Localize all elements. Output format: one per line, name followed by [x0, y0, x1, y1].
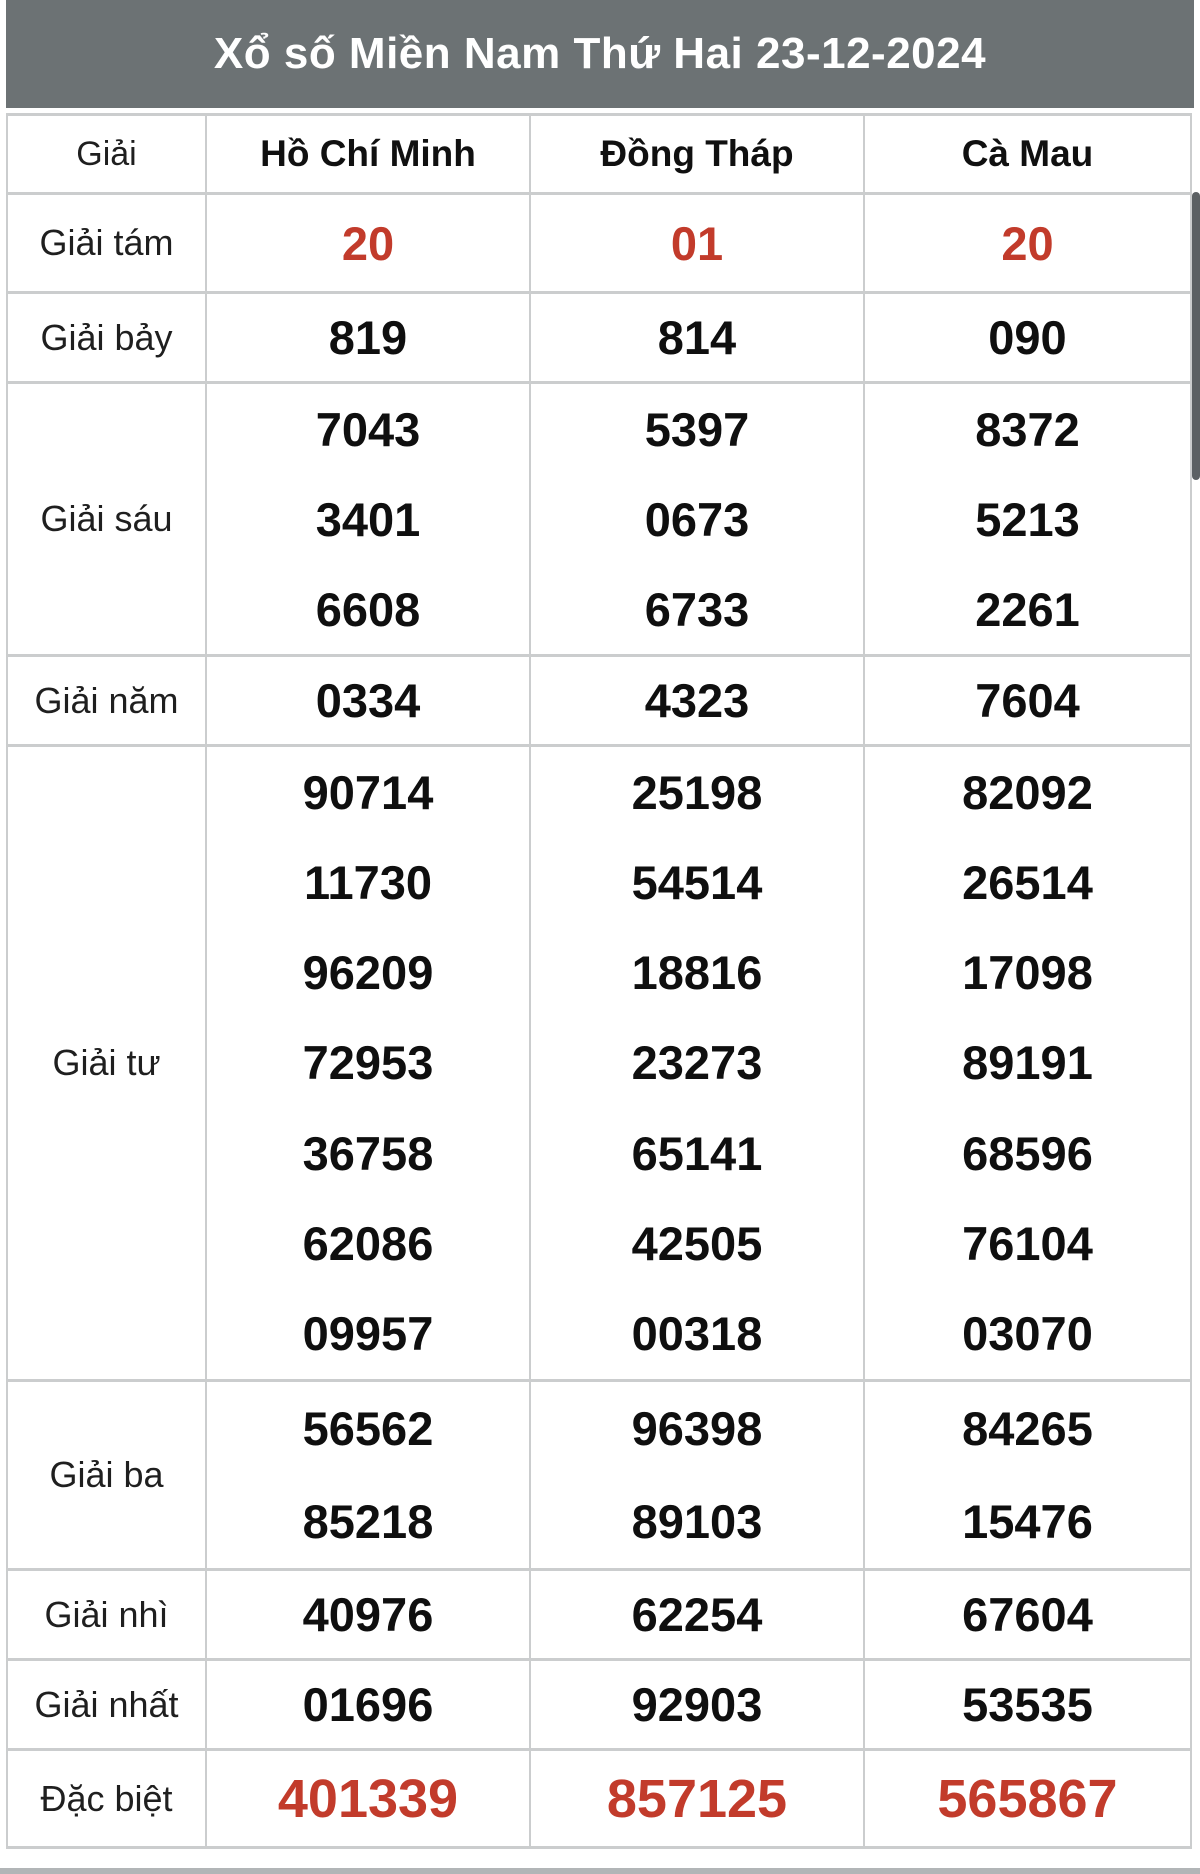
- prize-numbers-cell: [206, 194, 530, 293]
- prize-row: [7, 1381, 1191, 1570]
- prize-numbers-cell: [530, 1570, 864, 1660]
- prize-numbers-cell: [206, 656, 530, 746]
- numbers-stack: [207, 216, 529, 270]
- numbers-stack: [865, 1588, 1190, 1641]
- prize-number: 40976: [302, 1588, 434, 1641]
- prize-number: 26514: [962, 855, 1093, 909]
- prize-number: 96209: [302, 946, 434, 1000]
- prize-numbers-cell: [864, 746, 1191, 1381]
- bottom-divider: [0, 1868, 1200, 1874]
- column-header-prize: Giải: [7, 115, 206, 194]
- prize-number: 67604: [962, 1588, 1093, 1641]
- prize-label: Giải tám: [7, 194, 206, 293]
- prize-number: 814: [657, 311, 737, 364]
- numbers-stack: [207, 384, 529, 654]
- prize-label: Giải năm: [7, 656, 206, 746]
- prize-numbers-cell: [206, 383, 530, 656]
- prize-number: 84265: [962, 1402, 1093, 1455]
- prize-numbers-cell: [530, 383, 864, 656]
- prize-number: 01: [670, 216, 724, 270]
- column-header-dong-thap: Đồng Tháp: [530, 115, 864, 194]
- prize-numbers-cell: [864, 1660, 1191, 1750]
- numbers-stack: [207, 311, 529, 364]
- prize-numbers-cell: [864, 383, 1191, 656]
- prize-numbers-cell: [206, 746, 530, 1381]
- prize-number: 89103: [631, 1495, 763, 1548]
- prize-label: Giải tư: [7, 746, 206, 1381]
- prize-number: 90714: [302, 765, 434, 819]
- prize-numbers-cell: [530, 194, 864, 293]
- numbers-stack: [531, 747, 863, 1379]
- prize-numbers-cell: [530, 746, 864, 1381]
- prize-numbers-cell: [206, 1750, 530, 1848]
- prize-number: 2261: [975, 582, 1080, 636]
- prize-row: [7, 293, 1191, 383]
- numbers-stack: [865, 216, 1190, 270]
- prize-number: 01696: [302, 1678, 434, 1731]
- numbers-stack: [207, 1768, 529, 1829]
- numbers-stack: [865, 311, 1190, 364]
- prize-numbers-cell: [864, 293, 1191, 383]
- numbers-stack: [531, 1768, 863, 1829]
- numbers-stack: [865, 384, 1190, 654]
- prize-number: 8372: [975, 402, 1080, 456]
- prize-label: Giải ba: [7, 1381, 206, 1570]
- prize-label: Giải bảy: [7, 293, 206, 383]
- prize-number: 0673: [644, 492, 750, 546]
- results-table: [6, 113, 1192, 1849]
- prize-number: 5213: [975, 492, 1080, 546]
- prize-number: 20: [341, 216, 395, 270]
- numbers-stack: [207, 674, 529, 727]
- prize-numbers-cell: [530, 1381, 864, 1570]
- numbers-stack: [865, 674, 1190, 727]
- prize-numbers-cell: [206, 1381, 530, 1570]
- prize-number: 62086: [302, 1217, 434, 1271]
- prize-number: 819: [328, 311, 408, 364]
- prize-numbers-cell: [864, 1750, 1191, 1848]
- prize-number: 00318: [631, 1307, 763, 1361]
- prize-number: 25198: [631, 765, 763, 819]
- prize-number: 6608: [315, 582, 421, 636]
- numbers-stack: [531, 384, 863, 654]
- prize-number: 92903: [631, 1678, 763, 1731]
- prize-number: 82092: [962, 765, 1093, 819]
- page-title: Xổ số Miền Nam Thứ Hai 23-12-2024: [213, 29, 987, 78]
- prize-number: 3401: [315, 492, 421, 546]
- prize-number: 7043: [315, 402, 421, 456]
- prize-numbers-cell: [530, 1750, 864, 1848]
- prize-numbers-cell: [864, 1570, 1191, 1660]
- prize-number: 68596: [962, 1126, 1093, 1180]
- prize-label: Giải sáu: [7, 383, 206, 656]
- prize-number: 56562: [302, 1402, 434, 1455]
- prize-label: Đặc biệt: [7, 1750, 206, 1848]
- prize-number: 62254: [631, 1588, 763, 1641]
- prize-number: 53535: [962, 1678, 1093, 1731]
- prize-numbers-cell: [864, 194, 1191, 293]
- prize-number: 5397: [644, 402, 750, 456]
- header-row: [7, 115, 1191, 194]
- numbers-stack: [531, 1382, 863, 1568]
- prize-number: 11730: [303, 855, 433, 909]
- prize-number: 15476: [962, 1495, 1093, 1548]
- scrollbar-thumb[interactable]: [1192, 192, 1200, 480]
- prize-label: Giải nhì: [7, 1570, 206, 1660]
- prize-row: [7, 656, 1191, 746]
- prize-number: 857125: [606, 1768, 788, 1829]
- numbers-stack: [531, 1678, 863, 1731]
- prize-number: 03070: [962, 1307, 1093, 1361]
- numbers-stack: [207, 1382, 529, 1568]
- numbers-stack: [207, 1588, 529, 1641]
- numbers-stack: [865, 1768, 1190, 1829]
- prize-number: 20: [1001, 216, 1054, 270]
- prize-number: 23273: [631, 1036, 763, 1090]
- numbers-stack: [207, 1678, 529, 1731]
- prize-number: 6733: [644, 582, 750, 636]
- prize-numbers-cell: [530, 656, 864, 746]
- prize-number: 76104: [962, 1217, 1093, 1271]
- prize-number: 090: [988, 311, 1067, 364]
- numbers-stack: [531, 1588, 863, 1641]
- prize-number: 0334: [315, 674, 421, 727]
- prize-row: [7, 1750, 1191, 1848]
- prize-row: [7, 1660, 1191, 1750]
- prize-numbers-cell: [530, 1660, 864, 1750]
- prize-numbers-cell: [864, 656, 1191, 746]
- prize-number: 18816: [631, 946, 763, 1000]
- prize-number: 4323: [644, 674, 750, 727]
- prize-row: [7, 1570, 1191, 1660]
- prize-number: 85218: [302, 1495, 434, 1548]
- prize-numbers-cell: [206, 1570, 530, 1660]
- prize-number: 17098: [962, 946, 1093, 1000]
- prize-number: 89191: [962, 1036, 1093, 1090]
- title-bar: [6, 0, 1194, 108]
- results-table-body: [7, 194, 1191, 1848]
- prize-number: 565867: [937, 1768, 1118, 1829]
- numbers-stack: [531, 311, 863, 364]
- numbers-stack: [865, 747, 1190, 1379]
- column-header-ca-mau: Cà Mau: [864, 115, 1191, 194]
- numbers-stack: [207, 747, 529, 1379]
- prize-numbers-cell: [530, 293, 864, 383]
- prize-number: 7604: [975, 674, 1080, 727]
- prize-label: Giải nhất: [7, 1660, 206, 1750]
- prize-number: 09957: [302, 1307, 434, 1361]
- prize-number: 96398: [631, 1402, 763, 1455]
- prize-row: [7, 746, 1191, 1381]
- numbers-stack: [865, 1382, 1190, 1568]
- prize-number: 65141: [631, 1126, 763, 1180]
- prize-number: 54514: [631, 855, 763, 909]
- numbers-stack: [531, 216, 863, 270]
- prize-number: 401339: [277, 1768, 459, 1829]
- prize-number: 36758: [302, 1126, 434, 1180]
- prize-row: [7, 383, 1191, 656]
- column-header-ho-chi-minh: Hồ Chí Minh: [206, 115, 530, 194]
- numbers-stack: [865, 1678, 1190, 1731]
- prize-numbers-cell: [206, 293, 530, 383]
- numbers-stack: [531, 674, 863, 727]
- prize-number: 42505: [631, 1217, 763, 1271]
- prize-row: [7, 194, 1191, 293]
- prize-number: 72953: [302, 1036, 434, 1090]
- prize-numbers-cell: [864, 1381, 1191, 1570]
- prize-numbers-cell: [206, 1660, 530, 1750]
